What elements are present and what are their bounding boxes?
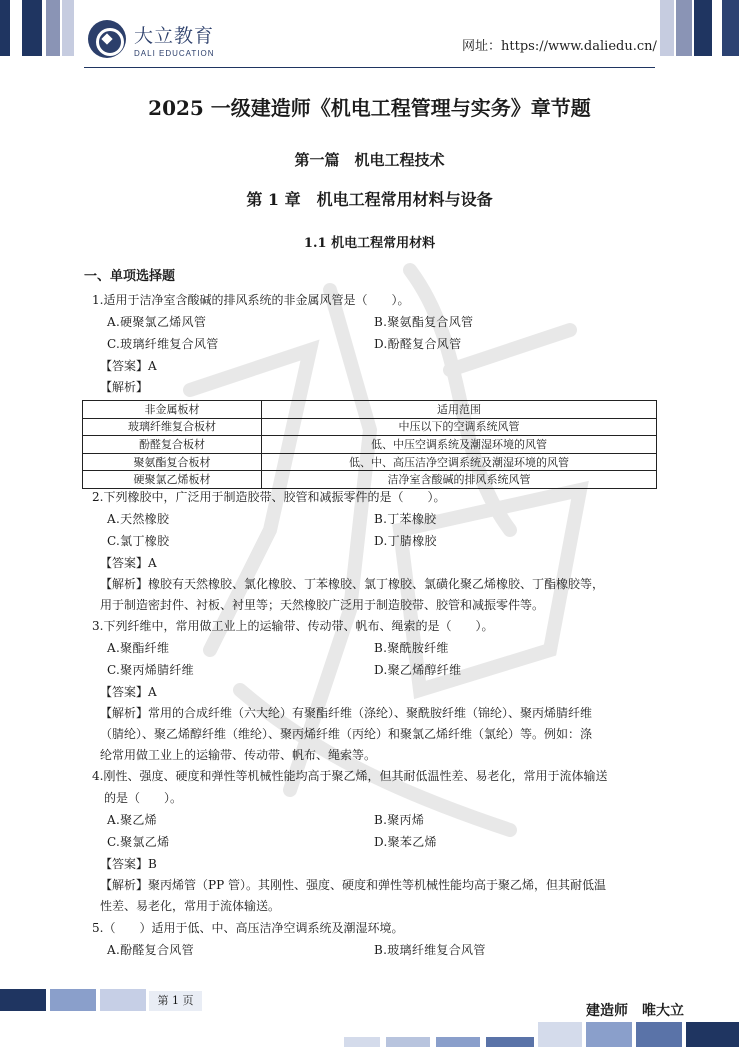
material-table (82, 400, 657, 489)
option-b: B.聚氨酯复合风管 (374, 315, 474, 329)
option-d: D.聚苯乙烯 (374, 835, 437, 849)
footer-stripe (386, 1037, 430, 1047)
document-title: 2025 一级建造师《机电工程管理与实务》章节题 (148, 96, 591, 120)
option-a: A.聚酯纤维 (107, 641, 170, 655)
analysis-label: 【解析】 (100, 380, 149, 394)
option-c: C.玻璃纤维复合风管 (107, 337, 219, 351)
footer-stripe (436, 1037, 480, 1047)
option-a: A.硬聚氯乙烯风管 (107, 315, 207, 329)
header-stripe (62, 0, 74, 56)
option-b: B.聚丙烯 (374, 813, 425, 827)
table-row (83, 453, 657, 471)
option-d: D.酚醛复合风管 (374, 337, 462, 351)
analysis-line: 【解析】聚丙烯管（PP 管）。其刚性、强度、硬度和弹性等机械性能均高于聚乙烯，但其耐低温 (100, 878, 606, 892)
option-c: C.聚氯乙烯 (107, 835, 170, 849)
brand-logo (88, 20, 215, 58)
question-stem: 4.刚性、强度、硬度和弹性等机械性能均高于聚乙烯，但其耐低温性差、易老化，常用于流体输送 (92, 769, 608, 783)
footer-stripe (538, 1022, 582, 1047)
analysis-line: 【解析】橡胶有天然橡胶、氯化橡胶、丁苯橡胶、氯丁橡胶、氯磺化聚乙烯橡胶、丁酯橡胶等， (100, 577, 605, 591)
logo-name-en: DALI EDUCATION (134, 48, 215, 58)
header-stripe (722, 0, 739, 56)
option-a: A.天然橡胶 (107, 512, 170, 526)
footer-stripe (0, 989, 46, 1011)
question-type-heading: 一、单项选择题 (84, 269, 176, 284)
header-stripe (0, 0, 10, 56)
logo-name-cn: 大立教育 (134, 24, 215, 47)
option-d: D.丁腈橡胶 (374, 534, 437, 548)
header-stripe (660, 0, 674, 56)
header-stripe (22, 0, 42, 56)
footer-slogan: 建造师 唯大立 (586, 1003, 684, 1019)
footer-stripe (586, 1022, 632, 1047)
option-a: A.酚醛复合风管 (107, 943, 194, 957)
header-stripe (694, 0, 712, 56)
section-heading: 1.1 机电工程常用材料 (303, 236, 436, 251)
table-cell: 低、中、高压洁净空调系统及潮湿环境的风管 (262, 453, 657, 471)
option-d: D.聚乙烯醇纤维 (374, 663, 462, 677)
table-cell: 硬聚氯乙烯板材 (83, 471, 262, 489)
answer: 【答案】A (100, 359, 157, 373)
question-stem: 3.下列纤维中，常用做工业上的运输带、传动带、帆布、绳索的是（ ）。 (92, 619, 494, 633)
table-row (83, 418, 657, 436)
table-cell: 聚氨酯复合板材 (83, 453, 262, 471)
question-stem-cont: 的是（ ）。 (104, 791, 183, 805)
option-a: A.聚乙烯 (107, 813, 157, 827)
header-divider (84, 67, 655, 68)
option-c: C.聚丙烯腈纤维 (107, 663, 194, 677)
logo-emblem-icon (88, 20, 126, 58)
table-header-row (83, 401, 657, 419)
table-cell: 酚醛复合板材 (83, 436, 262, 454)
footer-stripe (686, 1022, 739, 1047)
option-b: B.聚酰胺纤维 (374, 641, 449, 655)
table-header-cell: 非金属板材 (83, 401, 262, 419)
footer-stripe (100, 989, 146, 1011)
footer-stripe (486, 1037, 534, 1047)
answer: 【答案】A (100, 556, 157, 570)
table-header-cell: 适用范围 (262, 401, 657, 419)
table-row (83, 436, 657, 454)
table-row (83, 471, 657, 489)
table-cell: 低、中压空调系统及潮湿环境的风管 (262, 436, 657, 454)
option-b: B.玻璃纤维复合风管 (374, 943, 486, 957)
footer-stripe (50, 989, 96, 1011)
option-b: B.丁苯橡胶 (374, 512, 437, 526)
footer-stripe (636, 1022, 682, 1047)
analysis-line: 用于制造密封件、衬板、衬里等；天然橡胶广泛用于制造胶带、胶管和减振零件等。 (100, 598, 545, 612)
table-cell: 玻璃纤维复合板材 (83, 418, 262, 436)
analysis-line: 【解析】常用的合成纤维（六大纶）有聚酯纤维（涤纶）、聚酰胺纤维（锦纶）、聚丙烯腈纤维 (100, 706, 593, 720)
table-cell: 中压以下的空调系统风管 (262, 418, 657, 436)
analysis-line: （腈纶）、聚乙烯醇纤维（维纶）、聚丙烯纤维（丙纶）和聚氯乙烯纤维（氯纶）等。例如：涤 (100, 727, 593, 741)
footer-stripe (344, 1037, 380, 1047)
analysis-line: 性差、易老化，常用于流体输送。 (100, 899, 281, 913)
part-heading: 第一篇 机电工程技术 (294, 151, 445, 169)
analysis-line: 纶常用做工业上的运输带、传动带、帆布、绳索等。 (100, 748, 377, 762)
website-url[interactable]: 网址：https://www.daliedu.cn/ (462, 39, 657, 54)
chapter-heading: 第 1 章 机电工程常用材料与设备 (246, 190, 493, 209)
option-c: C.氯丁橡胶 (107, 534, 170, 548)
question-stem: 2.下列橡胶中，广泛用于制造胶带、胶管和减振零件的是（ ）。 (92, 490, 446, 504)
table-cell: 洁净室含酸碱的排风系统风管 (262, 471, 657, 489)
answer: 【答案】A (100, 685, 157, 699)
page-number: 第 1 页 (149, 991, 202, 1011)
answer: 【答案】B (100, 857, 157, 871)
question-stem: 5.（ ）适用于低、中、高压洁净空调系统及潮湿环境。 (92, 921, 404, 935)
question-stem: 1.适用于洁净室含酸碱的排风系统的非金属风管是（ ）。 (92, 293, 410, 307)
header-stripe (676, 0, 692, 56)
header-stripe (46, 0, 60, 56)
